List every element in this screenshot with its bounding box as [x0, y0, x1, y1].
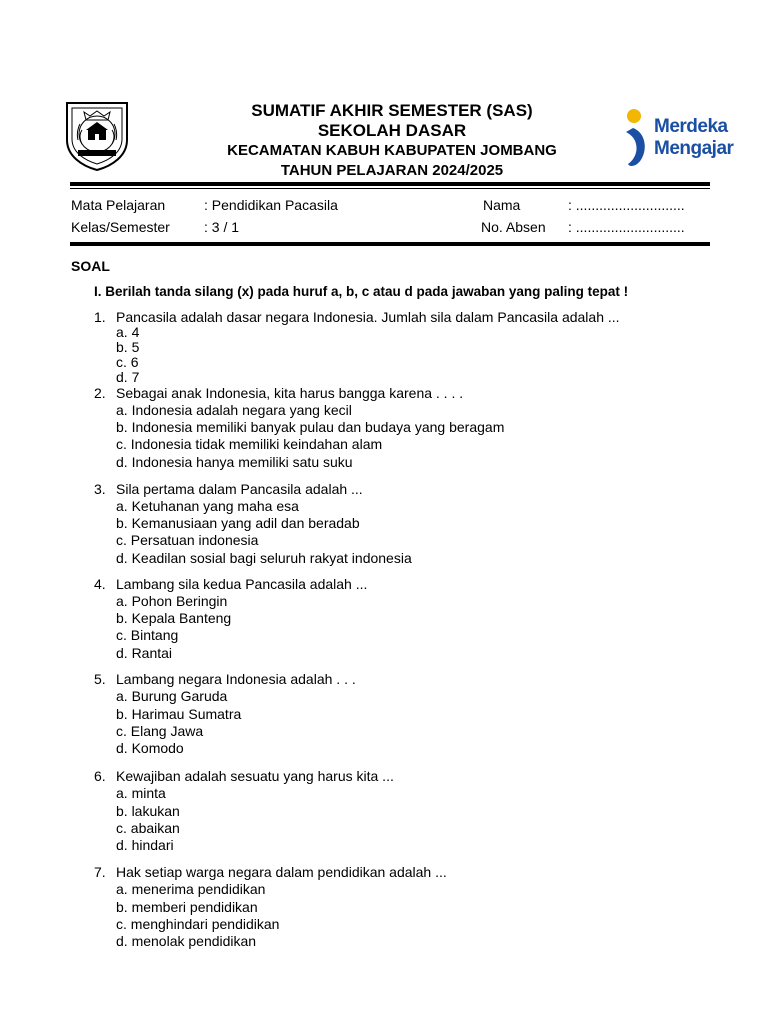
option-a[interactable]: a. Indonesia adalah negara yang kecil	[116, 402, 352, 418]
option-b[interactable]: b. 5	[116, 339, 140, 355]
question-text: Sila pertama dalam Pancasila adalah ...	[116, 481, 363, 497]
class-value: : 3 / 1	[204, 219, 240, 235]
logo-text-mengajar: Mengajar	[654, 138, 734, 159]
question-number: 1.	[94, 309, 106, 325]
option-a[interactable]: a. Pohon Beringin	[116, 593, 228, 609]
option-a[interactable]: a. menerima pendidikan	[116, 881, 266, 897]
question-text: Pancasila adalah dasar negara Indonesia. Jumlah sila dalam Pancasila adalah ...	[116, 309, 620, 325]
option-b[interactable]: b. Kepala Banteng	[116, 610, 232, 626]
question-text: Lambang negara Indonesia adalah . . .	[116, 671, 356, 687]
option-c[interactable]: c. menghindari pendidikan	[116, 916, 280, 932]
name-label: Nama	[483, 197, 521, 213]
question-number: 6.	[94, 768, 106, 784]
question-4	[94, 576, 714, 662]
question-number: 4.	[94, 576, 106, 592]
header-school-year: TAHUN PELAJARAN 2024/2025	[280, 162, 504, 179]
option-b[interactable]: b. Indonesia memiliki banyak pulau dan budaya yang beragam	[116, 419, 505, 435]
option-a[interactable]: a. 4	[116, 324, 140, 340]
question-number: 5.	[94, 671, 106, 687]
question-number: 3.	[94, 481, 106, 497]
merdeka-mengajar-logo	[624, 106, 734, 172]
absen-label: No. Absen	[481, 219, 546, 235]
option-b[interactable]: b. lakukan	[116, 803, 180, 819]
option-d[interactable]: d. menolak pendidikan	[116, 933, 257, 949]
option-d[interactable]: d. 7	[116, 369, 140, 385]
name-field[interactable]: : ............................	[568, 197, 685, 213]
subject-label: Mata Pelajaran	[71, 197, 166, 213]
question-text: Sebagai anak Indonesia, kita harus bangga karena . . . .	[116, 385, 464, 401]
instruction: I. Berilah tanda silang (x) pada huruf a, b, c atau d pada jawaban yang paling tepat !	[94, 284, 629, 299]
header-district: KECAMATAN KABUH KABUPATEN JOMBANG	[227, 142, 557, 159]
option-b[interactable]: b. memberi pendidikan	[116, 899, 258, 915]
option-c[interactable]: c. Bintang	[116, 627, 179, 643]
question-number: 7.	[94, 864, 106, 880]
question-1	[94, 309, 714, 385]
option-d[interactable]: d. hindari	[116, 837, 174, 853]
absen-field[interactable]: : ............................	[568, 219, 685, 235]
header-school-level: SEKOLAH DASAR	[317, 121, 467, 140]
question-7	[94, 864, 714, 950]
option-a[interactable]: a. minta	[116, 785, 166, 801]
logo-text-merdeka: Merdeka	[654, 116, 728, 137]
regency-emblem-icon	[64, 100, 130, 172]
question-3	[94, 481, 714, 567]
question-6	[94, 768, 714, 854]
header-divider-thin	[70, 188, 710, 189]
question-text: Lambang sila kedua Pancasila adalah ...	[116, 576, 368, 592]
subject-value: : Pendidikan Pacasila	[204, 197, 338, 213]
section-title: SOAL	[71, 258, 110, 274]
question-5	[94, 671, 714, 757]
option-c[interactable]: c. Indonesia tidak memiliki keindahan alam	[116, 436, 383, 452]
option-b[interactable]: b. Harimau Sumatra	[116, 706, 242, 722]
option-c[interactable]: c. 6	[116, 354, 139, 370]
header-title: SUMATIF AKHIR SEMESTER (SAS)	[251, 101, 533, 120]
option-d[interactable]: d. Komodo	[116, 740, 184, 756]
question-2	[94, 385, 714, 471]
question-text: Kewajiban adalah sesuatu yang harus kita ...	[116, 768, 394, 784]
merdeka-mengajar-mark-icon	[624, 106, 650, 170]
class-label: Kelas/Semester	[71, 219, 170, 235]
option-c[interactable]: c. abaikan	[116, 820, 180, 836]
option-c[interactable]: c. Elang Jawa	[116, 723, 204, 739]
option-d[interactable]: d. Keadilan sosial bagi seluruh rakyat indonesia	[116, 550, 412, 566]
header-divider	[70, 182, 710, 186]
option-d[interactable]: d. Indonesia hanya memiliki satu suku	[116, 454, 353, 470]
option-b[interactable]: b. Kemanusiaan yang adil dan beradab	[116, 515, 360, 531]
option-a[interactable]: a. Ketuhanan yang maha esa	[116, 498, 299, 514]
question-text: Hak setiap warga negara dalam pendidikan adalah ...	[116, 864, 447, 880]
option-d[interactable]: d. Rantai	[116, 645, 173, 661]
question-number: 2.	[94, 385, 106, 401]
option-c[interactable]: c. Persatuan indonesia	[116, 532, 259, 548]
info-divider	[70, 242, 710, 246]
option-a[interactable]: a. Burung Garuda	[116, 688, 228, 704]
